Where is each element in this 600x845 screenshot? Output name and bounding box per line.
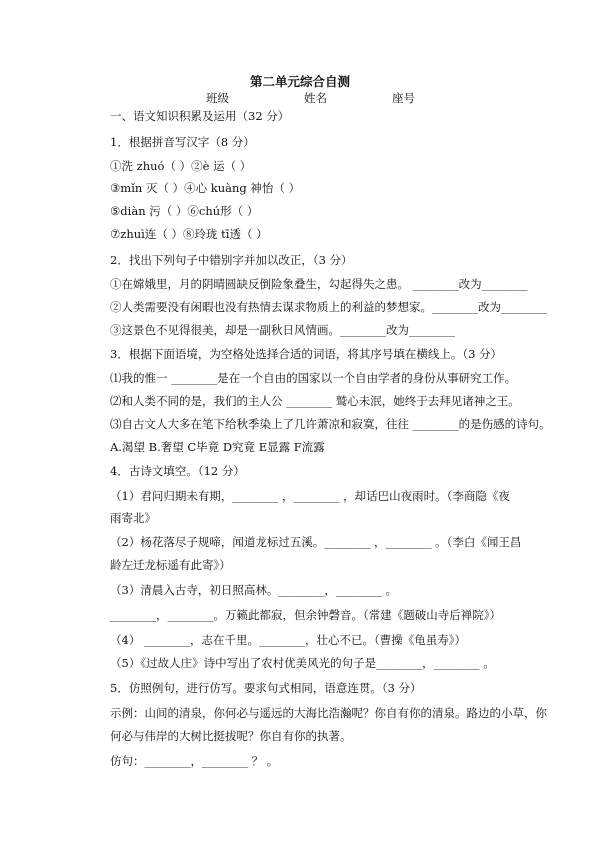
section-heading: 一、语文知识积累及运用（32 分） bbox=[110, 109, 290, 123]
question-5-example: 示例：山间的清泉，你何必与遥远的大海比浩瀚呢？你自有你的清泉。路边的小草，你 bbox=[110, 706, 547, 720]
question-4-heading: 4．古诗文填空。（12 分） bbox=[110, 464, 245, 478]
question-3-heading: 3．根据下面语境，为空格处选择合适的词语，将其序号填在横线上。（3 分） bbox=[110, 347, 503, 361]
question-4-item: （3）清晨入古寺，初日照高林。________，________ 。 bbox=[110, 583, 397, 597]
question-1-item: ⑦zhuì连（ ）⑧玲珑 tī透（ ） bbox=[110, 227, 268, 241]
question-4-item: （4） ________，志在千里。________，壮心不已。（曹操《龟虽寿》） bbox=[110, 633, 466, 647]
question-4-item: （1）君问归期未有期，________ ，________ ，却话巴山夜雨时。（李商隐《夜 bbox=[110, 489, 510, 503]
question-4-item: 龄左迁龙标遥有此寄》） bbox=[110, 558, 231, 572]
question-2-item: ①在嫦娥里，月的阴晴圆缺反倒险象叠生，勾起得失之患。 ________改为________ bbox=[110, 277, 528, 291]
class-label: 班级 bbox=[206, 91, 229, 105]
question-3-item: ⑴我的惟一 ________是在一个自由的国家以一个自由学者的身份从事研究工作。 bbox=[110, 371, 517, 385]
question-4-item: （5）《过故人庄》诗中写出了农村优美风光的句子是________，________ 。 bbox=[110, 656, 495, 670]
question-1-item: ⑤diàn 污（ ）⑥chú形（ ） bbox=[110, 204, 259, 218]
question-1-item: ③mǐn 灭（ ）④心 kuàng 神怡（ ） bbox=[110, 181, 301, 195]
question-3-options: A.渴望 B.奢望 C毕竟 D究竟 E显露 F流露 bbox=[110, 440, 325, 454]
question-5-answer-line: 仿句：________，________ ？ 。 bbox=[110, 754, 279, 768]
page-title: 第二单元综合自测 bbox=[249, 74, 350, 89]
seat-label: 座号 bbox=[392, 91, 415, 105]
question-4-item: 雨寄北》 bbox=[110, 511, 156, 525]
question-5-heading: 5．仿照例句，进行仿写。要求句式相同，语意连贯。（3 分） bbox=[110, 681, 422, 695]
question-3-item: ⑵和人类不同的是，我们的主人公 ________ 鹫心未泯，她终于去拜见诸神之王。 bbox=[110, 394, 520, 408]
question-5-example: 何必与伟岸的大树比挺拔呢？你自有你的执著。 bbox=[110, 729, 352, 743]
name-label: 姓名 bbox=[304, 91, 327, 105]
question-2-item: ③这景色不见得很美，却是一副秋日风情画。________改为________ bbox=[110, 323, 455, 337]
question-4-item: （2）杨花落尽子规啼，闻道龙标过五溪。________ ，________ 。（李白《闻王昌 bbox=[110, 535, 522, 549]
question-2-item: ②人类需要没有闲暇也没有热情去谋求物质上的利益的梦想家。________改为________ bbox=[110, 300, 547, 314]
question-2-heading: 2．找出下列句子中错别字并加以改正，（3 分） bbox=[110, 253, 353, 267]
question-4-item: ________，________。万籁此都寂，但余钟磬音。（常建《题破山寺后禅院》） bbox=[110, 608, 501, 622]
question-3-item: ⑶自古文人大多在笔下给秋季染上了几许萧凉和寂寞，往往 ________的是伤感的诗句。 bbox=[110, 417, 551, 431]
question-1-item: ①洗 zhuó（ ）②è 运（ ） bbox=[110, 159, 252, 173]
question-1-heading: 1．根据拼音写汉字（8 分） bbox=[110, 135, 255, 149]
